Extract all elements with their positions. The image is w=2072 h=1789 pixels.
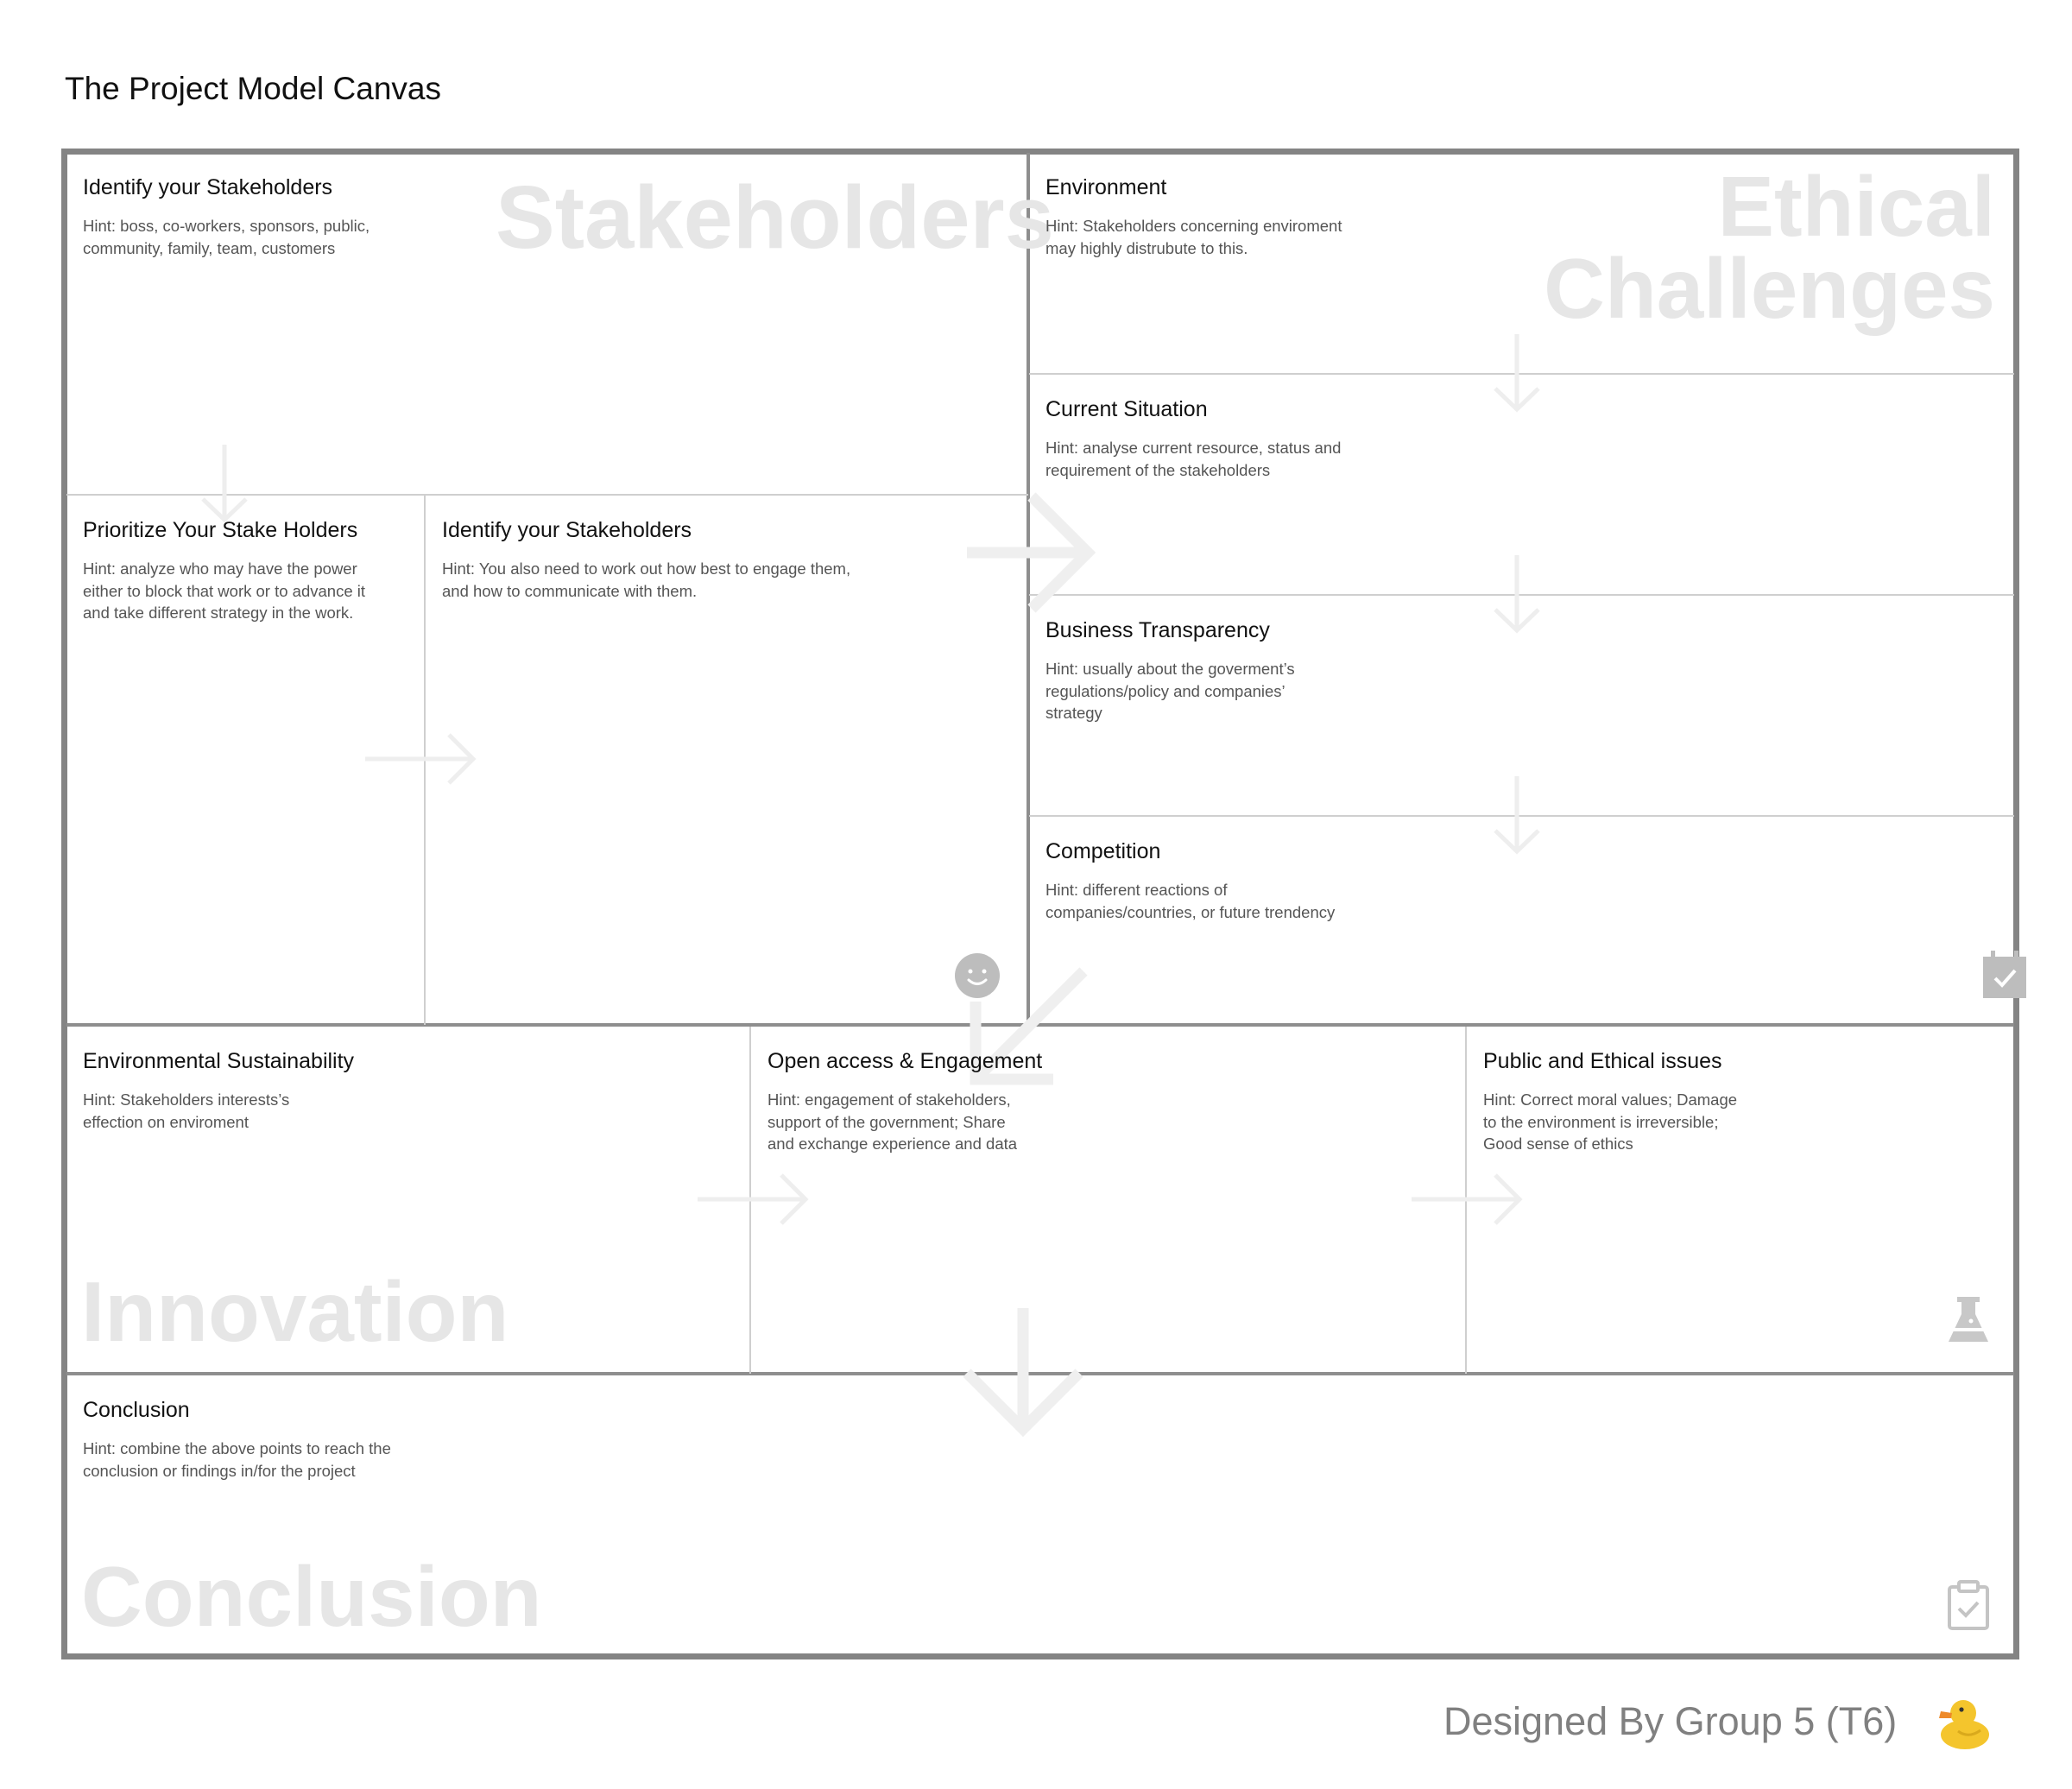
cell-title: Identify your Stakeholders — [442, 518, 692, 542]
cell-title: Conclusion — [83, 1398, 190, 1422]
cell-hint: Hint: different reactions of companies/countries, or future trendency — [1045, 881, 1336, 921]
cell-title: Open access & Engagement — [768, 1049, 1043, 1073]
calendar-check-icon — [1981, 950, 2028, 1000]
footer-credit: Designed By Group 5 (T6) — [1443, 1699, 1898, 1743]
cell-identify-stakeholders — [66, 153, 1027, 494]
cell-title: Current Situation — [1045, 397, 1208, 421]
cell-current-situation — [1029, 375, 2014, 594]
cell-title: Prioritize Your Stake Holders — [83, 518, 358, 542]
cell-hint: Hint: usually about the goverment’s regulations/policy and companies’ strategy — [1045, 660, 1295, 722]
cell-title: Identify your Stakeholders — [83, 175, 333, 199]
watermark-conclusion: Conclusion — [81, 1549, 542, 1644]
cell-competition — [1029, 817, 2014, 1023]
cell-title: Business Transparency — [1045, 618, 1270, 642]
cell-hint: Hint: combine the above points to reach the conclusion or findings in/for the project — [83, 1439, 391, 1480]
clipboard-check-icon — [1946, 1580, 1991, 1632]
flask-icon — [1945, 1295, 1992, 1345]
duck-icon — [1932, 1694, 1993, 1753]
cell-conclusion — [66, 1375, 2014, 1653]
cell-prioritize-stakeholders — [66, 496, 424, 1023]
cell-hint: Hint: You also need to work out how best to engage them, and how to communicate with them. — [442, 559, 851, 600]
watermark-challenges: Challenges — [1544, 241, 1995, 336]
cell-hint: Hint: engagement of stakeholders, support of the government; Share and exchange experience and data — [768, 1090, 1018, 1153]
cell-business-transparency — [1029, 596, 2014, 815]
watermark-ethical: Ethical — [1717, 159, 1995, 254]
cell-hint: Hint: boss, co-workers, sponsors, public, community, family, team, customers — [83, 217, 370, 257]
watermark-innovation: Innovation — [81, 1264, 509, 1359]
cell-title: Competition — [1045, 839, 1161, 863]
cell-hint: Hint: analyze who may have the power either to block that work or to advance it and take different strategy in the work. — [83, 559, 366, 622]
cell-title: Public and Ethical issues — [1483, 1049, 1722, 1073]
cell-public-ethical-issues — [1467, 1027, 2014, 1372]
cell-open-access-engagement — [751, 1027, 1465, 1372]
page-title: The Project Model Canvas — [65, 71, 441, 106]
cell-identify-stakeholders-engage — [426, 496, 1027, 1023]
cell-hint: Hint: Correct moral values; Damage to the environment is irreversible; Good sense of ethics — [1483, 1090, 1738, 1153]
cell-title: Environmental Sustainability — [83, 1049, 355, 1073]
watermark-stakeholders: Stakeholders — [496, 168, 1054, 267]
cell-title: Environment — [1045, 175, 1167, 199]
smiley-icon — [954, 952, 1001, 999]
cell-environment — [1029, 153, 2014, 373]
cell-environmental-sustainability — [66, 1027, 749, 1372]
cell-hint: Hint: analyse current resource, status and requirement of the stakeholders — [1045, 439, 1342, 479]
cell-hint: Hint: Stakeholders concerning enviroment may highly distrubute to this. — [1045, 217, 1342, 257]
cell-hint: Hint: Stakeholders interests’s effection on enviroment — [83, 1090, 290, 1131]
